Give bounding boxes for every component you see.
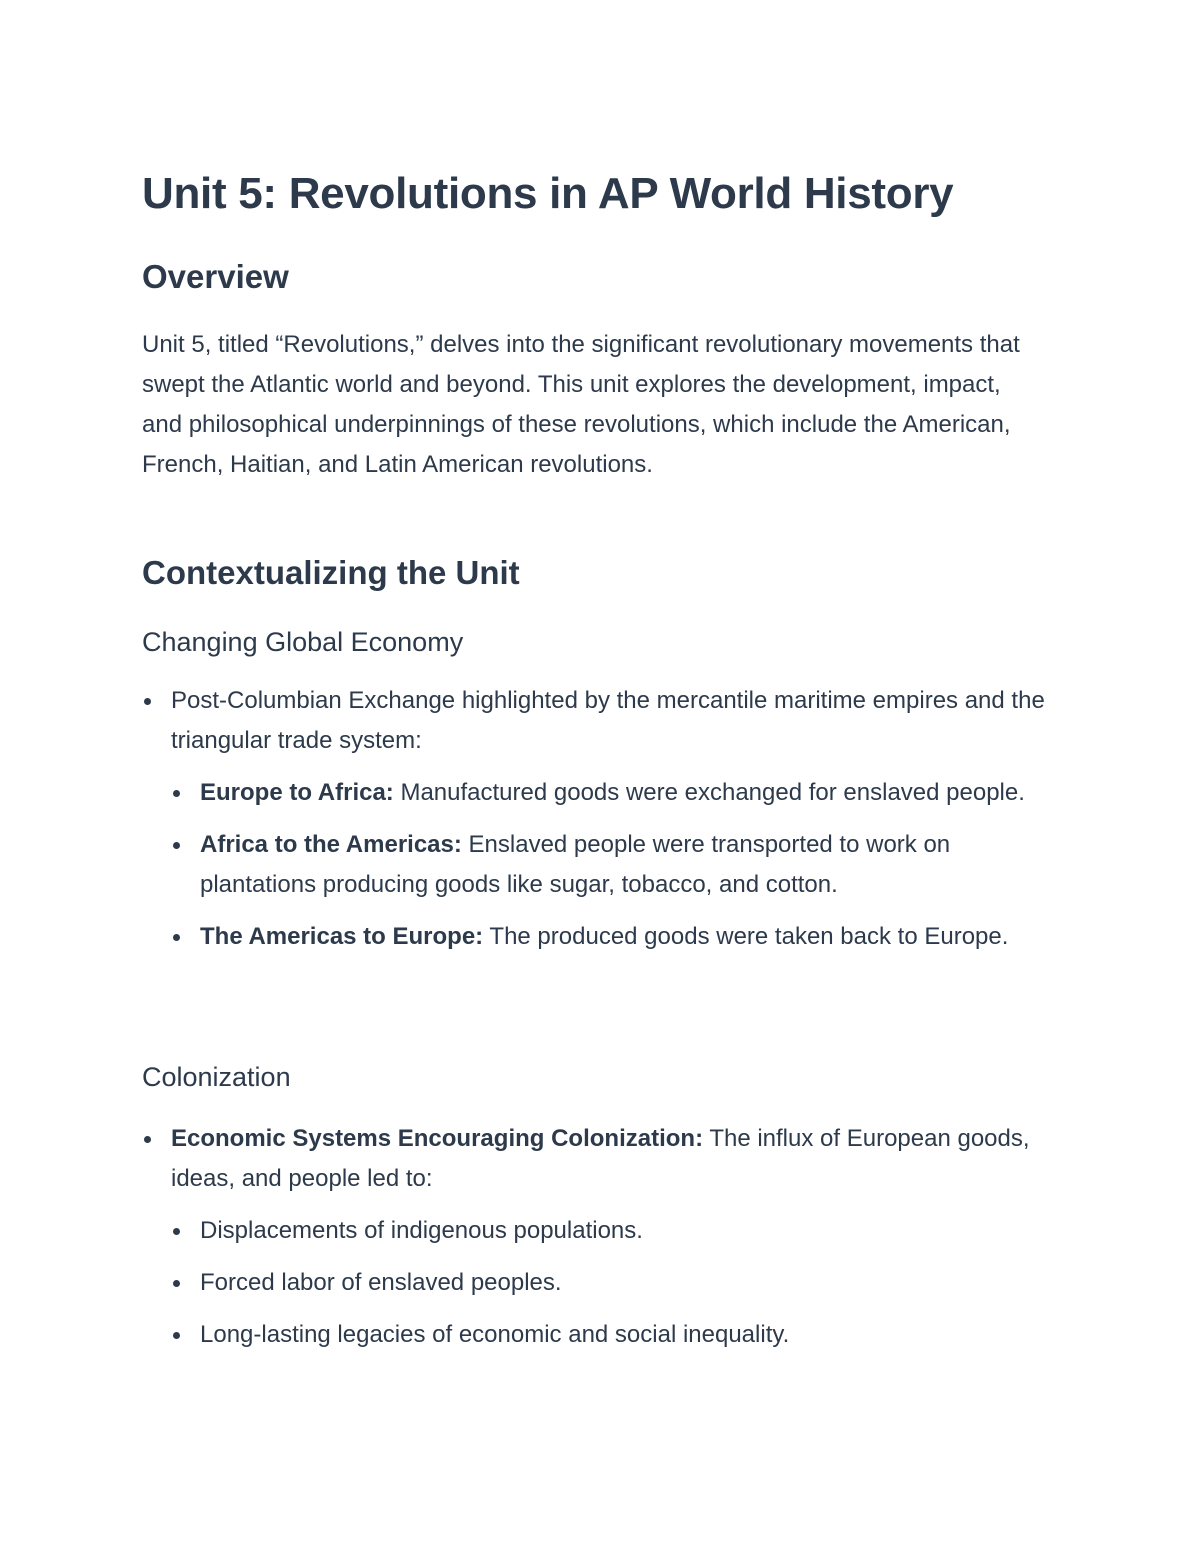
list-item-label: Europe to Africa: (200, 779, 394, 806)
list-item (142, 825, 1052, 905)
list-item (142, 1211, 1052, 1251)
list-item (142, 681, 1052, 761)
list-item (142, 1119, 1052, 1199)
list-item-text: The influx of European goods, ideas, and people led to: (171, 1125, 1030, 1192)
list-item (142, 1315, 1052, 1355)
list-item-text: Forced labor of enslaved peoples. (200, 1269, 562, 1296)
list-item-text: Long-lasting legacies of economic and social inequality. (200, 1321, 790, 1348)
list-item-text: Post-Columbian Exchange highlighted by the mercantile maritime empires and the triangular trade system: (171, 687, 1045, 754)
context-heading: Contextualizing the Unit (142, 554, 520, 591)
economy-heading: Changing Global Economy (142, 627, 464, 657)
list-item-text: Enslaved people were transported to work on plantations producing goods like sugar, tobacco, and cotton. (200, 831, 951, 898)
list-item-label: The Americas to Europe: (200, 923, 484, 950)
list-item-label: Economic Systems Encouraging Colonization: (171, 1125, 704, 1152)
list-item (142, 917, 1052, 957)
economy-list (142, 681, 1052, 957)
overview-heading: Overview (142, 258, 289, 295)
bullet-icon (144, 1136, 151, 1143)
page-title: Unit 5: Revolutions in AP World History (142, 169, 954, 218)
bullet-icon (173, 934, 180, 941)
colonization-heading: Colonization (142, 1062, 291, 1092)
list-item-text: The produced goods were taken back to Europe. (483, 923, 1009, 950)
bullet-icon (173, 790, 180, 797)
bullet-icon (173, 842, 180, 849)
bullet-icon (173, 1332, 180, 1339)
bullet-icon (173, 1228, 180, 1235)
list-item-text: Displacements of indigenous populations. (200, 1217, 643, 1244)
list-item (142, 1263, 1052, 1303)
overview-paragraph: Unit 5, titled “Revolutions,” delves into the significant revolutionary movements that swept the Atlantic world and beyond. This unit explores the development, impact, and philosophical underpinnings of these revolutions, which include the American, French, Haitian, and Latin American revolutions. (142, 331, 1020, 478)
list-item (142, 773, 1052, 813)
list-item-text: Manufactured goods were exchanged for enslaved people. (393, 779, 1025, 806)
bullet-icon (173, 1280, 180, 1287)
bullet-icon (144, 698, 151, 705)
colonization-list (142, 1119, 1052, 1355)
list-item-label: Africa to the Americas: (200, 831, 462, 858)
